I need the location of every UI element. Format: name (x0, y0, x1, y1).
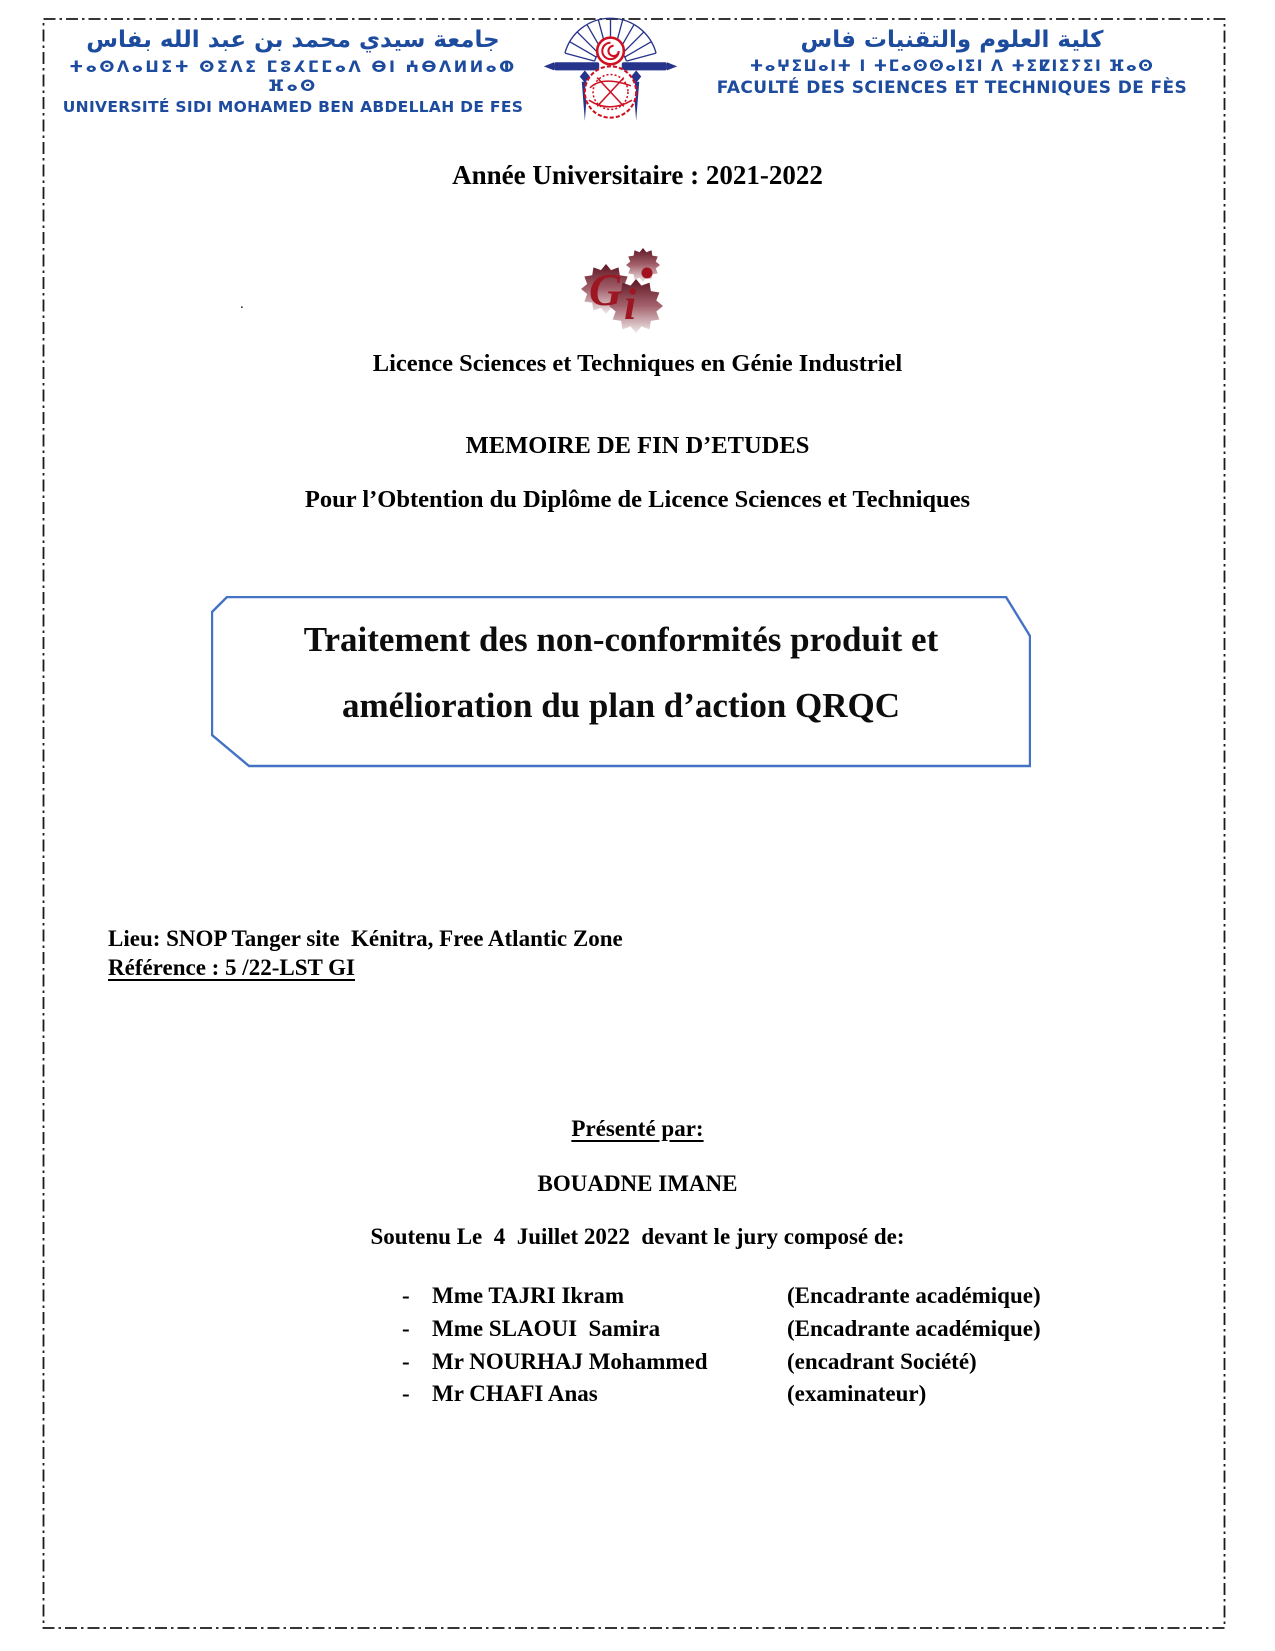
jury-row (402, 1313, 1041, 1346)
academic-year: Année Universitaire : 2021-2022 (452, 160, 823, 190)
gi-gears-logo (576, 242, 671, 334)
jury-row-dash: - (402, 1283, 410, 1308)
thesis-title-box (211, 596, 1031, 768)
defense-line: Soutenu Le 4 Juillet 2022 devant le jury composé de: (370, 1224, 905, 1249)
jury-row-dash: - (402, 1315, 410, 1341)
location-block (108, 924, 623, 982)
reference-line: Référence : 5 /22-LST GI (108, 955, 356, 980)
stray-dot: . (240, 296, 244, 312)
header-faculty-block (676, 26, 1228, 98)
jury-member-name: Mr CHAFI Anas (432, 1381, 598, 1407)
program-name: Licence Sciences et Techniques en Génie Industriel (372, 350, 903, 377)
faculty-name-latin: FACULTÉ DES SCIENCES ET TECHNIQUES DE FÈS (716, 77, 1188, 98)
jury-member-role: (examinateur) (787, 1381, 927, 1407)
thesis-title-line2: amélioration du plan d’action QRQC (341, 686, 901, 725)
gi-logo-letter-i: i (624, 280, 637, 329)
university-name-tifinagh: ⵜⴰⵙⴷⴰⵡⵉⵜ ⵙⵉⴷⵉ ⵎⵓⵃⵎⵎⴰⴷ ⴱⵏ ⵄⴱⴷⵍⵍⴰⵀ ⴼⴰⵙ (69, 56, 517, 95)
jury-row (402, 1346, 1041, 1379)
jury-row-dash: - (402, 1348, 410, 1374)
university-name-arabic: جامعة سيدي محمد بن عبد الله بفاس (86, 27, 500, 53)
memoire-heading: MEMOIRE DE FIN D’ETUDES (465, 432, 810, 459)
university-crest-logo (543, 14, 678, 132)
jury-member-role: (encadrant Société) (787, 1348, 977, 1374)
jury-row (402, 1378, 1041, 1411)
thesis-title-line1: Traitement des non-conformités produit et (303, 620, 939, 659)
jury-member-name: Mr NOURHAJ Mohammed (432, 1348, 708, 1374)
jury-member-name: Mme SLAOUI Samira (432, 1315, 661, 1341)
jury-list (402, 1280, 1041, 1411)
university-name-latin: UNIVERSITÉ SIDI MOHAMED BEN ABDELLAH DE FES (62, 97, 524, 116)
purpose-line: Pour l’Obtention du Diplôme de Licence Sciences et Techniques (304, 486, 971, 513)
jury-member-role: (Encadrante académique) (787, 1315, 1041, 1341)
presented-by-label: Présenté par: (571, 1116, 704, 1141)
jury-row (402, 1280, 1041, 1313)
gi-logo-letter-g: G (589, 264, 623, 315)
jury-member-role: (Encadrante académique) (787, 1283, 1041, 1308)
faculty-name-arabic: كلية العلوم والتقنيات فاس (800, 27, 1104, 53)
gi-logo-dot (642, 268, 653, 279)
jury-member-name: Mme TAJRI Ikram (432, 1283, 625, 1308)
jury-row-dash: - (402, 1381, 410, 1407)
header-university-block (58, 26, 528, 116)
location-line: Lieu: SNOP Tanger site Kénitra, Free Atlantic Zone (108, 926, 623, 951)
author-name: BOUADNE IMANE (537, 1171, 738, 1196)
faculty-name-tifinagh: ⵜⴰⵖⵉⵡⴰⵏⵜ ⵏ ⵜⵎⴰⵙⵙⴰⵏⵉⵏ ⴷ ⵜⵉⵇⵏⵉⵢⵉⵏ ⴼⴰⵙ (749, 56, 1155, 75)
